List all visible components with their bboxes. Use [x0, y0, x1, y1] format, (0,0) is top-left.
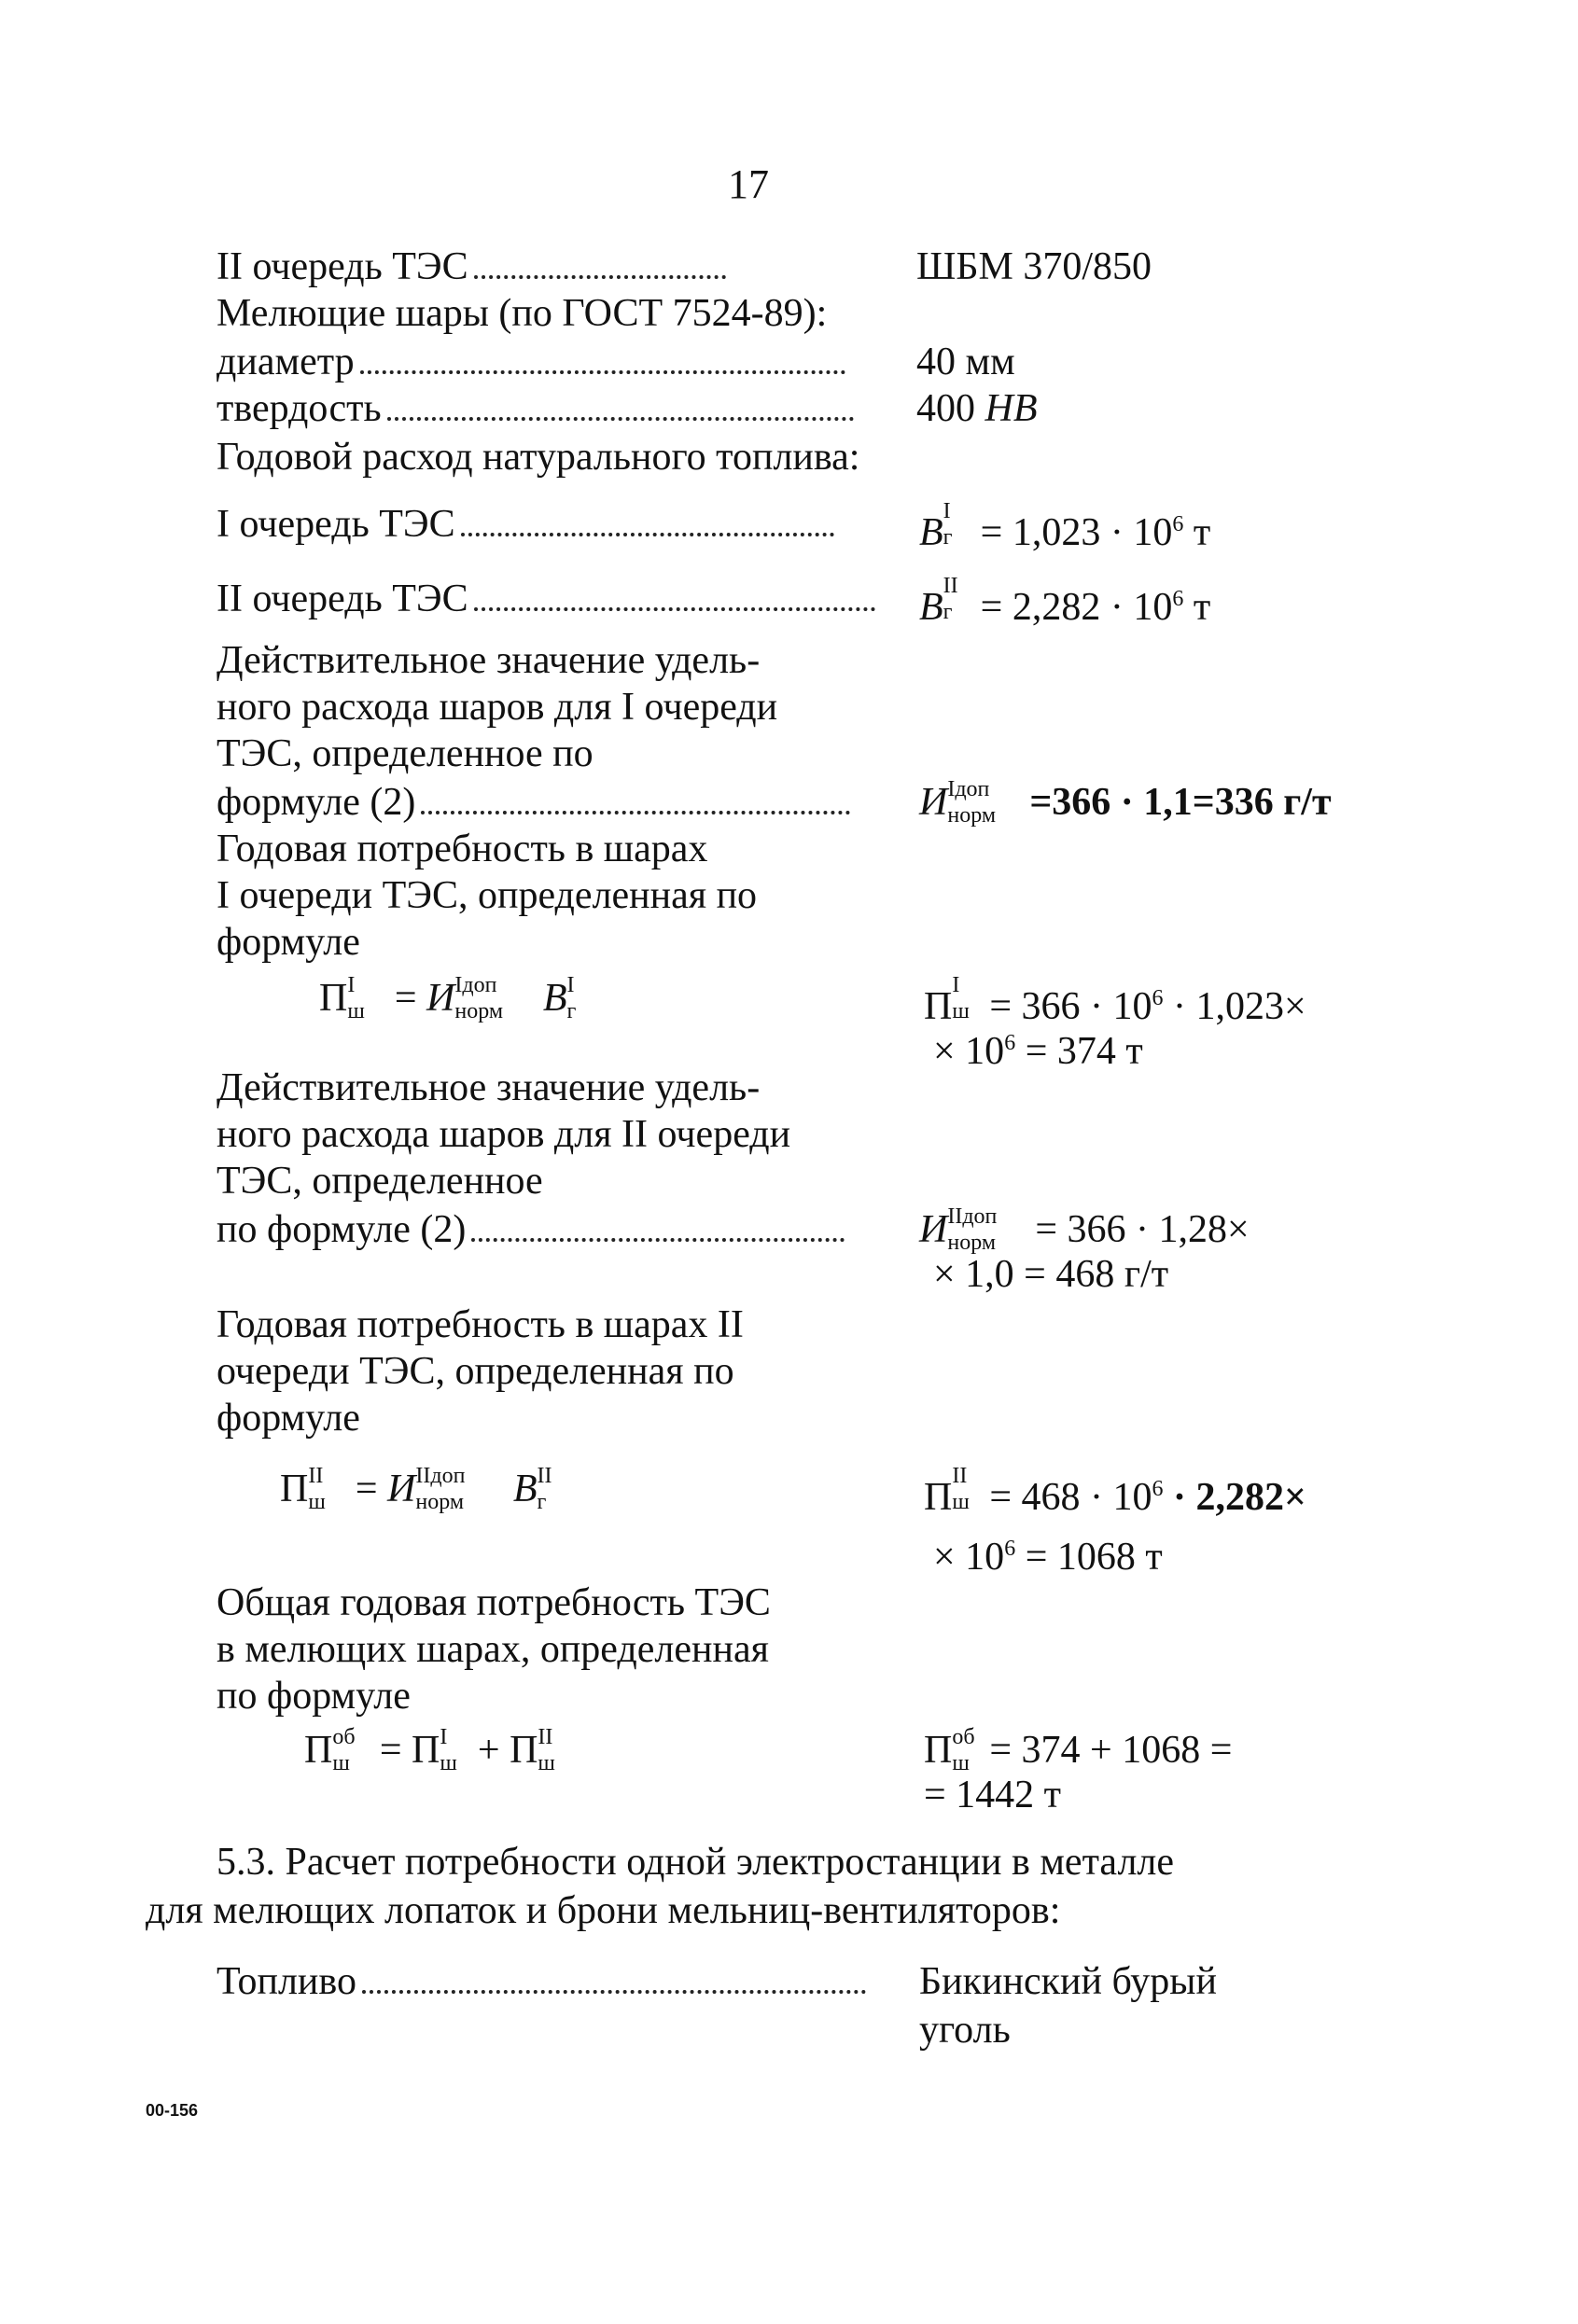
dot-leader [360, 361, 845, 374]
row-label: твердость [216, 387, 382, 430]
dot-leader [471, 1229, 845, 1242]
result-stage1-demand: П I ш = $366 \cdot 10^6 \cdot 1,023\times$ [924, 973, 1306, 1028]
row-value: И Iдоп норм =366 · 1,1=336 г/т [919, 777, 1332, 828]
row-value: 400 HB [916, 387, 1038, 430]
row-label: I очередь ТЭС [216, 503, 455, 546]
row-label: II очередь ТЭС [216, 578, 468, 620]
result-stage1-demand-cont: × $10^6 = 374$ т [933, 1030, 1143, 1073]
row-label: Топливо [216, 1960, 356, 2003]
result-stage2-demand-cont: × $10^6 = 1068$ т [933, 1536, 1163, 1579]
spec-row-stage2-fuel [216, 577, 881, 621]
result-stage2-demand: П II ш = $468 \cdot 10^6 \cdot 2,282\times$ [924, 1464, 1306, 1519]
row-value-cont: × 1,0 = 468 г/т [933, 1253, 1169, 1296]
dot-leader [387, 408, 854, 421]
formula-stage1-demand: П I ш = И Iдоп норм B I г [319, 973, 577, 1023]
formula-total-demand: П об ш = П I ш + П II ш [304, 1725, 555, 1775]
result-total-demand: П об ш = 374 + 1068 = [924, 1725, 1233, 1775]
spec-row-hardness [216, 386, 859, 431]
heading-annual-fuel: Годовой расход натурального топлива: [216, 436, 860, 479]
spec-row-fuel [216, 1959, 872, 2004]
row-value: Бикинский бурый [919, 1960, 1217, 2003]
spec-row-stage1-fuel [216, 502, 840, 547]
dot-leader [421, 801, 850, 814]
result-total-demand-cont: = 1442 т [924, 1774, 1062, 1816]
row-value: ШБМ 370/850 [916, 245, 1152, 288]
row-label: диаметр [216, 341, 355, 383]
row-value-cont: уголь [919, 2009, 1011, 2052]
heading-grinding-balls: Мелющие шары (по ГОСТ 7524-89): [216, 292, 828, 335]
row-label: II очередь ТЭС [216, 245, 468, 288]
dot-leader [362, 1981, 866, 1994]
dot-leader [474, 266, 726, 279]
formula-stage2-demand: П II ш = И IIдоп норм B II г [280, 1464, 552, 1514]
footer-code: 00-156 [146, 2101, 199, 2120]
row-value: И IIдоп норм = 366 · 1,28× [919, 1204, 1250, 1255]
dot-leader [461, 523, 834, 536]
row-value: B II г = $2,282 \cdot 10^6$ т [919, 574, 1211, 629]
spec-row-mill-type [216, 244, 732, 289]
spec-row-diameter [216, 340, 851, 384]
dot-leader [474, 598, 875, 611]
page-number: 17 [728, 161, 769, 207]
row-value: B I г = $1,023 \cdot 10^6$ т [919, 499, 1211, 554]
row-value: 40 мм [916, 341, 1015, 383]
